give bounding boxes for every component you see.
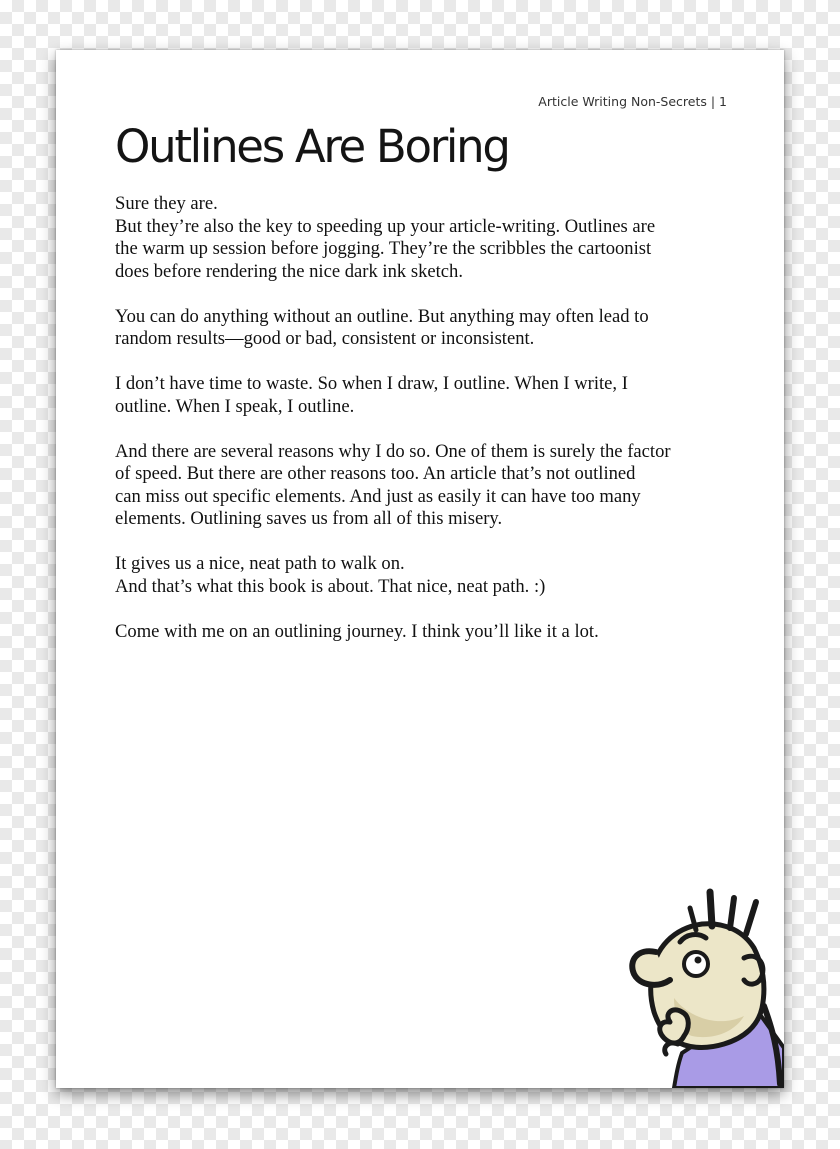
text-line: But they’re also the key to speeding up your article-writing. Outlines are — [115, 215, 656, 237]
body-text — [115, 193, 755, 666]
text-line: the warm up session before jogging. They’re the scribbles the cartoonist — [115, 238, 652, 259]
text-line: of speed. But there are other reasons too. An article that’s not outlined — [115, 463, 636, 484]
text-line: And that’s what this book is about. That nice, neat path. :) — [115, 575, 546, 597]
surprised-cartoon-character-icon — [594, 888, 784, 1088]
paragraph — [115, 553, 755, 598]
text-line: can miss out specific elements. And just as easily it can have too many — [115, 485, 641, 507]
text-line: Come with me on an outlining journey. I think you’ll like it a lot. — [115, 620, 599, 642]
text-line: It gives us a nice, neat path to walk on. — [115, 553, 405, 574]
paragraph — [115, 621, 755, 644]
paragraph — [115, 306, 755, 351]
running-head: Article Writing Non-Secrets | 1 — [538, 94, 727, 109]
text-line: outline. When I speak, I outline. — [115, 395, 355, 417]
paragraph — [115, 193, 755, 283]
page-title: Outlines Are Boring — [115, 120, 509, 173]
document-page — [56, 50, 784, 1088]
text-line: Sure they are. — [115, 193, 218, 214]
text-line: And there are several reasons why I do so. One of them is surely the factor — [115, 440, 671, 462]
text-line: random results—good or bad, consistent or inconsistent. — [115, 328, 535, 349]
text-line: does before rendering the nice dark ink sketch. — [115, 260, 463, 282]
paragraph — [115, 441, 755, 531]
text-line: You can do anything without an outline. But anything may often lead to — [115, 305, 649, 327]
paragraph — [115, 373, 755, 418]
text-line: I don’t have time to waste. So when I draw, I outline. When I write, I — [115, 373, 628, 394]
text-line: elements. Outlining saves us from all of this misery. — [115, 508, 503, 529]
